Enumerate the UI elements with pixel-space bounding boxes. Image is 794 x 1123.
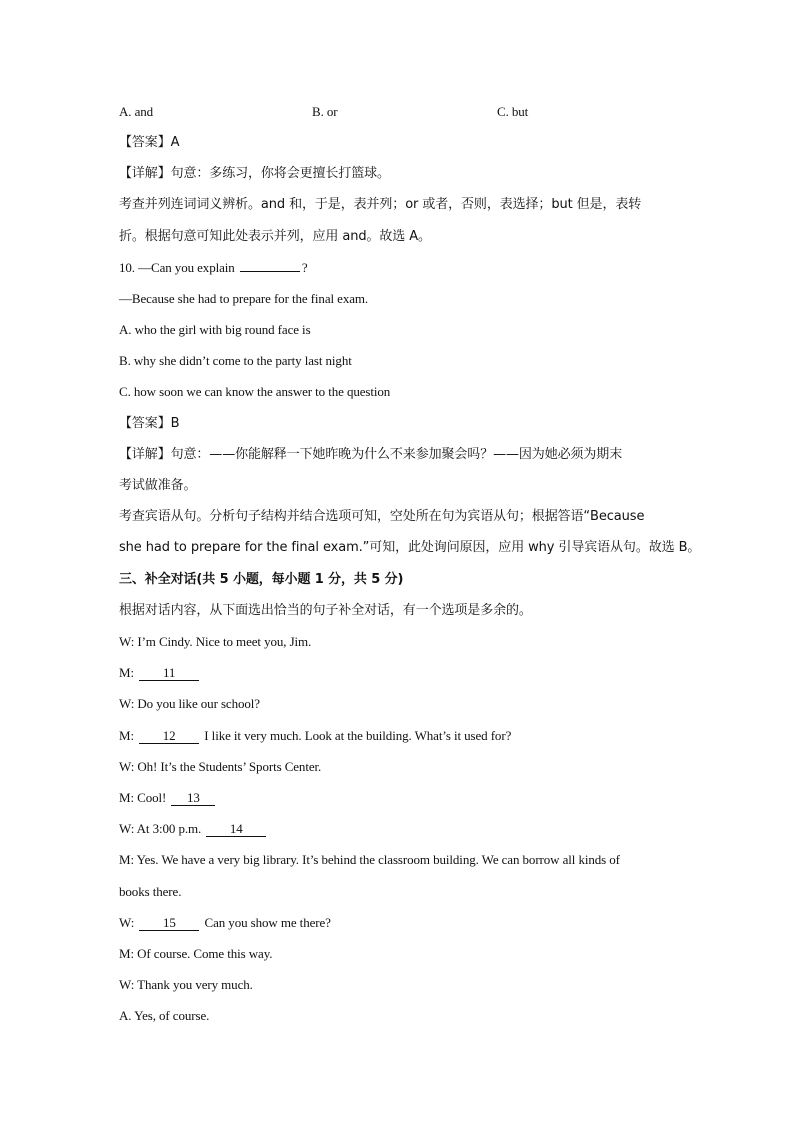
q10-option-b: B. why she didn’t come to the party last night — [119, 353, 352, 368]
dialogue-line-1: W: I’m Cindy. Nice to meet you, Jim. — [119, 634, 312, 649]
q10-answer: 【答案】B — [119, 416, 180, 431]
dialogue-line-2 — [119, 665, 684, 681]
q9-option-c: C. but — [497, 104, 529, 119]
blank-14: 14 — [206, 822, 266, 837]
blank-15: 15 — [139, 916, 199, 931]
dialogue-text: M: Cool! — [119, 790, 167, 805]
dialogue-line-5: W: Oh! It’s the Students’ Sports Center. — [119, 759, 322, 774]
dialogue-text: W: At 3:00 p.m. — [119, 821, 202, 836]
q10-reply: —Because she had to prepare for the final exam. — [119, 291, 369, 306]
dialogue-line-10 — [119, 915, 684, 931]
blank-11: 11 — [139, 666, 199, 681]
q10-option-c: C. how soon we can know the answer to the question — [119, 384, 391, 399]
dialogue-line-9: books there. — [119, 884, 182, 899]
q9-option-a: A. and — [119, 104, 154, 119]
dialogue-speaker: W: — [119, 915, 135, 930]
q9-detail-line-3: 折。根据句意可知此处表示并列，应用 and。故选 A。 — [119, 229, 431, 244]
q10-stem-end: ? — [301, 260, 308, 275]
q10-detail-line-3: 考查宾语从句。分析句子结构并结合选项可知，空处所在句为宾语从句；根据答语“Because — [119, 509, 645, 524]
dialogue-text: I like it very much. Look at the building. What’s it used for? — [204, 728, 512, 743]
q10-stem — [119, 260, 684, 276]
q10-option-a: A. who the girl with big round face is — [119, 322, 311, 337]
dialogue-line-6 — [119, 790, 684, 806]
q9-detail-line-1: 【详解】句意：多练习，你将会更擅长打篮球。 — [119, 166, 390, 181]
q10-detail-line-1: 【详解】句意：——你能解释一下她昨晚为什么不来参加聚会吗？——因为她必须为期末 — [119, 447, 623, 462]
q10-stem-text: 10. —Can you explain — [119, 260, 235, 275]
blank-13: 13 — [171, 791, 215, 806]
dialogue-line-4 — [119, 728, 684, 744]
q10-answer-blank — [240, 271, 300, 272]
dialogue-speaker: M: — [119, 728, 134, 743]
dialogue-line-11: M: Of course. Come this way. — [119, 946, 273, 961]
dialogue-text: Can you show me there? — [204, 915, 331, 930]
section-instruction: 根据对话内容，从下面选出恰当的句子补全对话，有一个选项是多余的。 — [119, 603, 532, 618]
q10-detail-line-2: 考试做准备。 — [119, 478, 197, 493]
q9-option-b: B. or — [312, 104, 338, 119]
section-title: 三、补全对话(共 5 小题，每小题 1 分，共 5 分) — [119, 572, 404, 587]
dialogue-speaker: M: — [119, 665, 134, 680]
blank-12: 12 — [139, 729, 199, 744]
dialogue-line-7 — [119, 821, 684, 837]
dialogue-line-8: M: Yes. We have a very big library. It’s behind the classroom building. We can borrow all kinds of — [119, 852, 620, 867]
dialogue-line-3: W: Do you like our school? — [119, 696, 260, 711]
q9-answer: 【答案】A — [119, 135, 180, 150]
q10-detail-line-4: she had to prepare for the final exam.”可知，此处询问原因，应用 why 引导宾语从句。故选 B。 — [119, 540, 701, 555]
dialogue-option-a: A. Yes, of course. — [119, 1008, 210, 1023]
q9-detail-line-2: 考查并列连词词义辨析。and 和，于是，表并列；or 或者，否则，表选择；but 但是，表转 — [119, 197, 642, 212]
dialogue-line-12: W: Thank you very much. — [119, 977, 253, 992]
